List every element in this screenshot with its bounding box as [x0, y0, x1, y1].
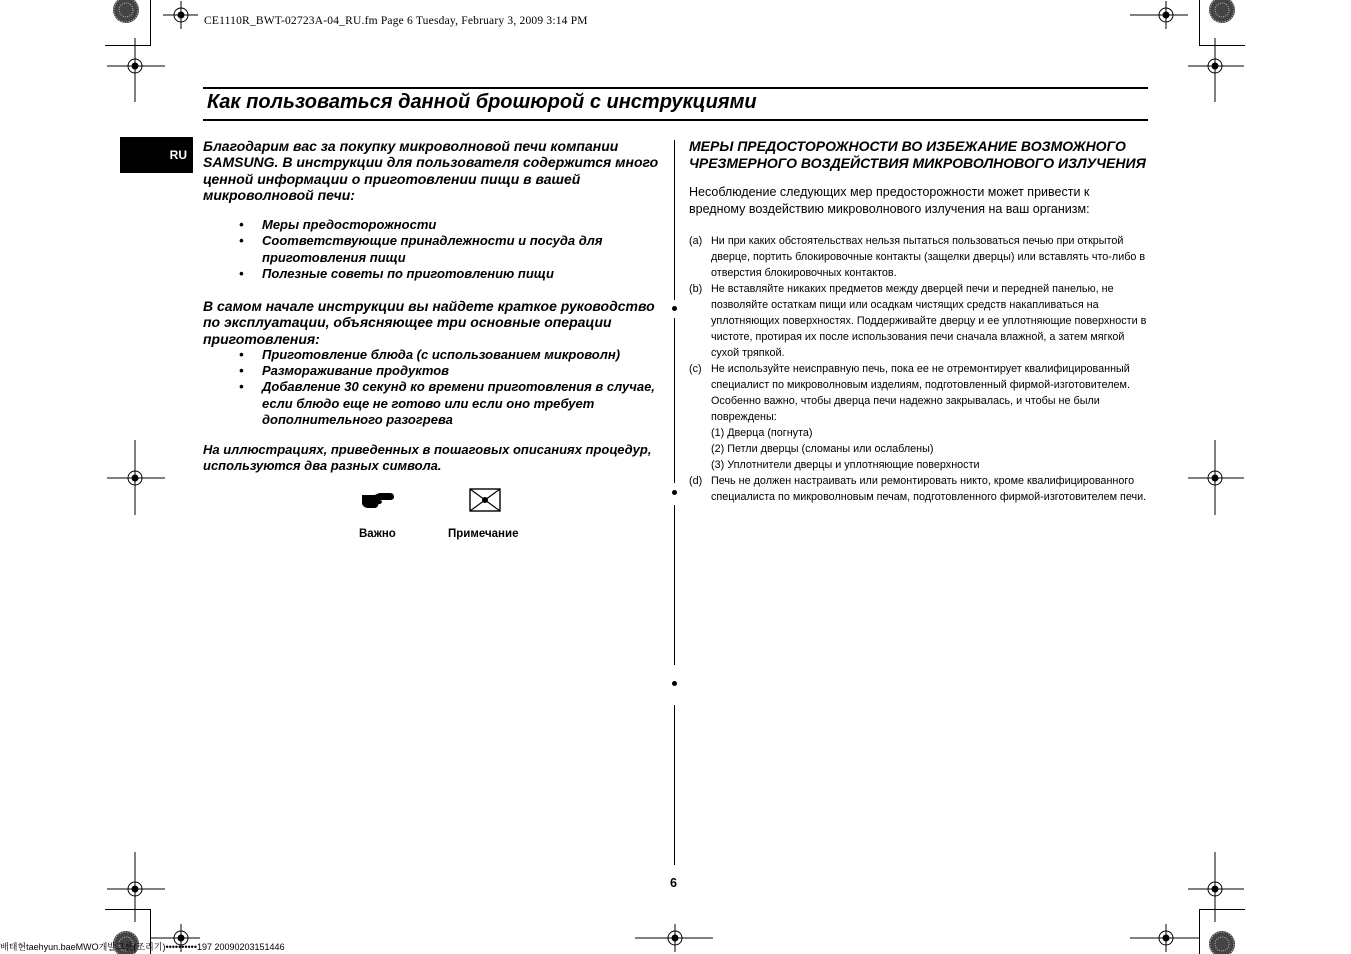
- title-rule-bottom: [203, 119, 1148, 121]
- column-divider-mid: [674, 318, 675, 483]
- precautions-list: [689, 233, 1149, 505]
- column-divider-dot: [672, 306, 677, 311]
- right-column: [689, 138, 1149, 505]
- symbols-paragraph: На иллюстрациях, приведенных в пошаговых описаниях процедур, используются два разных символа.: [203, 441, 652, 474]
- column-divider-dot: [672, 681, 677, 686]
- file-header-line: CE1110R_BWT-02723A-04_RU.fm Page 6 Tuesday, February 3, 2009 3:14 PM: [204, 15, 588, 27]
- symbols-legend: [330, 486, 550, 546]
- list-item: (a) Ни при каких обстоятельствах нельзя пытаться пользоваться печью при открытой дверце, портить блокировочные контакты (защелки дверцы) или вставлять что-либо в отверстия блокировочных контактов.: [689, 235, 1146, 279]
- pointing-hand-icon: [360, 489, 396, 511]
- list-item: (b) Не вставляйте никаких предметов между дверцей печи и передней панелью, не позволяйте остаткам пищи или осадкам чистящих средств накапливаться на уплотняющих поверхностях. Поддерживайте дверцу и ее уплотняющие поверхности в чистоте, протирая их после использования печи сначала влажной, а затем мягкой сухой тряпкой.: [689, 283, 1147, 359]
- note-label: Примечание: [448, 528, 519, 540]
- intro-paragraph: Благодарим вас за покупку микроволновой печи компании SAMSUNG. В инструкции для пользователя содержится много ценной информации о приготовлении пищи в вашей микроволновой печи:: [203, 138, 659, 203]
- column-divider-bottom: [674, 705, 675, 865]
- column-divider-mid2: [674, 505, 675, 665]
- envelope-note-icon: [469, 488, 501, 512]
- precautions-heading: МЕРЫ ПРЕДОСТОРОЖНОСТИ ВО ИЗБЕЖАНИЕ ВОЗМОЖНОГО ЧРЕЗМЕРНОГО ВОЗДЕЙСТВИЯ МИКРОВОЛНОВОГО ИЗЛУЧЕНИЯ: [689, 138, 1146, 171]
- page-title: Как пользоваться данной брошюрой с инструкциями: [207, 91, 757, 113]
- list-item: (c) Не используйте неисправную печь, пока ее не отремонтирует квалифицированный специалист по микроволновым изделиям, подготовленный фирмой-изготовителем. Особенно важно, чтобы дверца печи надежно закрывалась, и чтобы не были повреждены: (1) Дверца (погнута) (2) Петли дверцы (сломаны или ослаблены) (3) Уплотнители дверцы и уплотняющие поверхности: [689, 363, 1130, 471]
- left-column: [203, 138, 665, 475]
- quick-guide-paragraph: В самом начале инструкции вы найдете краткое руководство по эксплуатации, объясняющее три основные операции приготовления:: [203, 298, 655, 347]
- column-divider-dot: [672, 490, 677, 495]
- operations-list: [203, 347, 665, 428]
- important-label: Важно: [359, 528, 396, 540]
- list-item: • Добавление 30 секунд ко времени приготовления в случае, если блюдо еще не готово или если оно требует дополнительного разогрева: [239, 379, 655, 427]
- list-item: • Приготовление блюда (с использованием микроволн): [239, 346, 621, 362]
- contents-list: [203, 217, 665, 282]
- language-tab-label: RU: [169, 148, 187, 162]
- precautions-intro: Несоблюдение следующих мер предосторожности может привести к вредному воздействию микроволнового излучения на ваш организм:: [689, 185, 1090, 216]
- list-item: • Соответствующие принадлежности и посуда для приготовления пищи: [239, 233, 603, 265]
- column-divider-top: [674, 140, 675, 300]
- list-item: • Меры предосторожности: [239, 217, 437, 233]
- list-item: (d) Печь не должен настраивать или ремонтировать никто, кроме квалифицированного специалиста по микроволновым печам, подготовленного фирмой-изготовителем печи.: [689, 475, 1147, 503]
- language-tab: [120, 137, 193, 173]
- title-rule-top: [203, 87, 1148, 89]
- list-item: • Размораживание продуктов: [239, 363, 450, 379]
- print-footer: 배태현taehyun.baeMWO개발그룹(조리기)••••••••••197 20090203151446: [0, 942, 285, 952]
- list-item: • Полезные советы по приготовлению пищи: [239, 265, 554, 281]
- page-number: 6: [670, 876, 677, 890]
